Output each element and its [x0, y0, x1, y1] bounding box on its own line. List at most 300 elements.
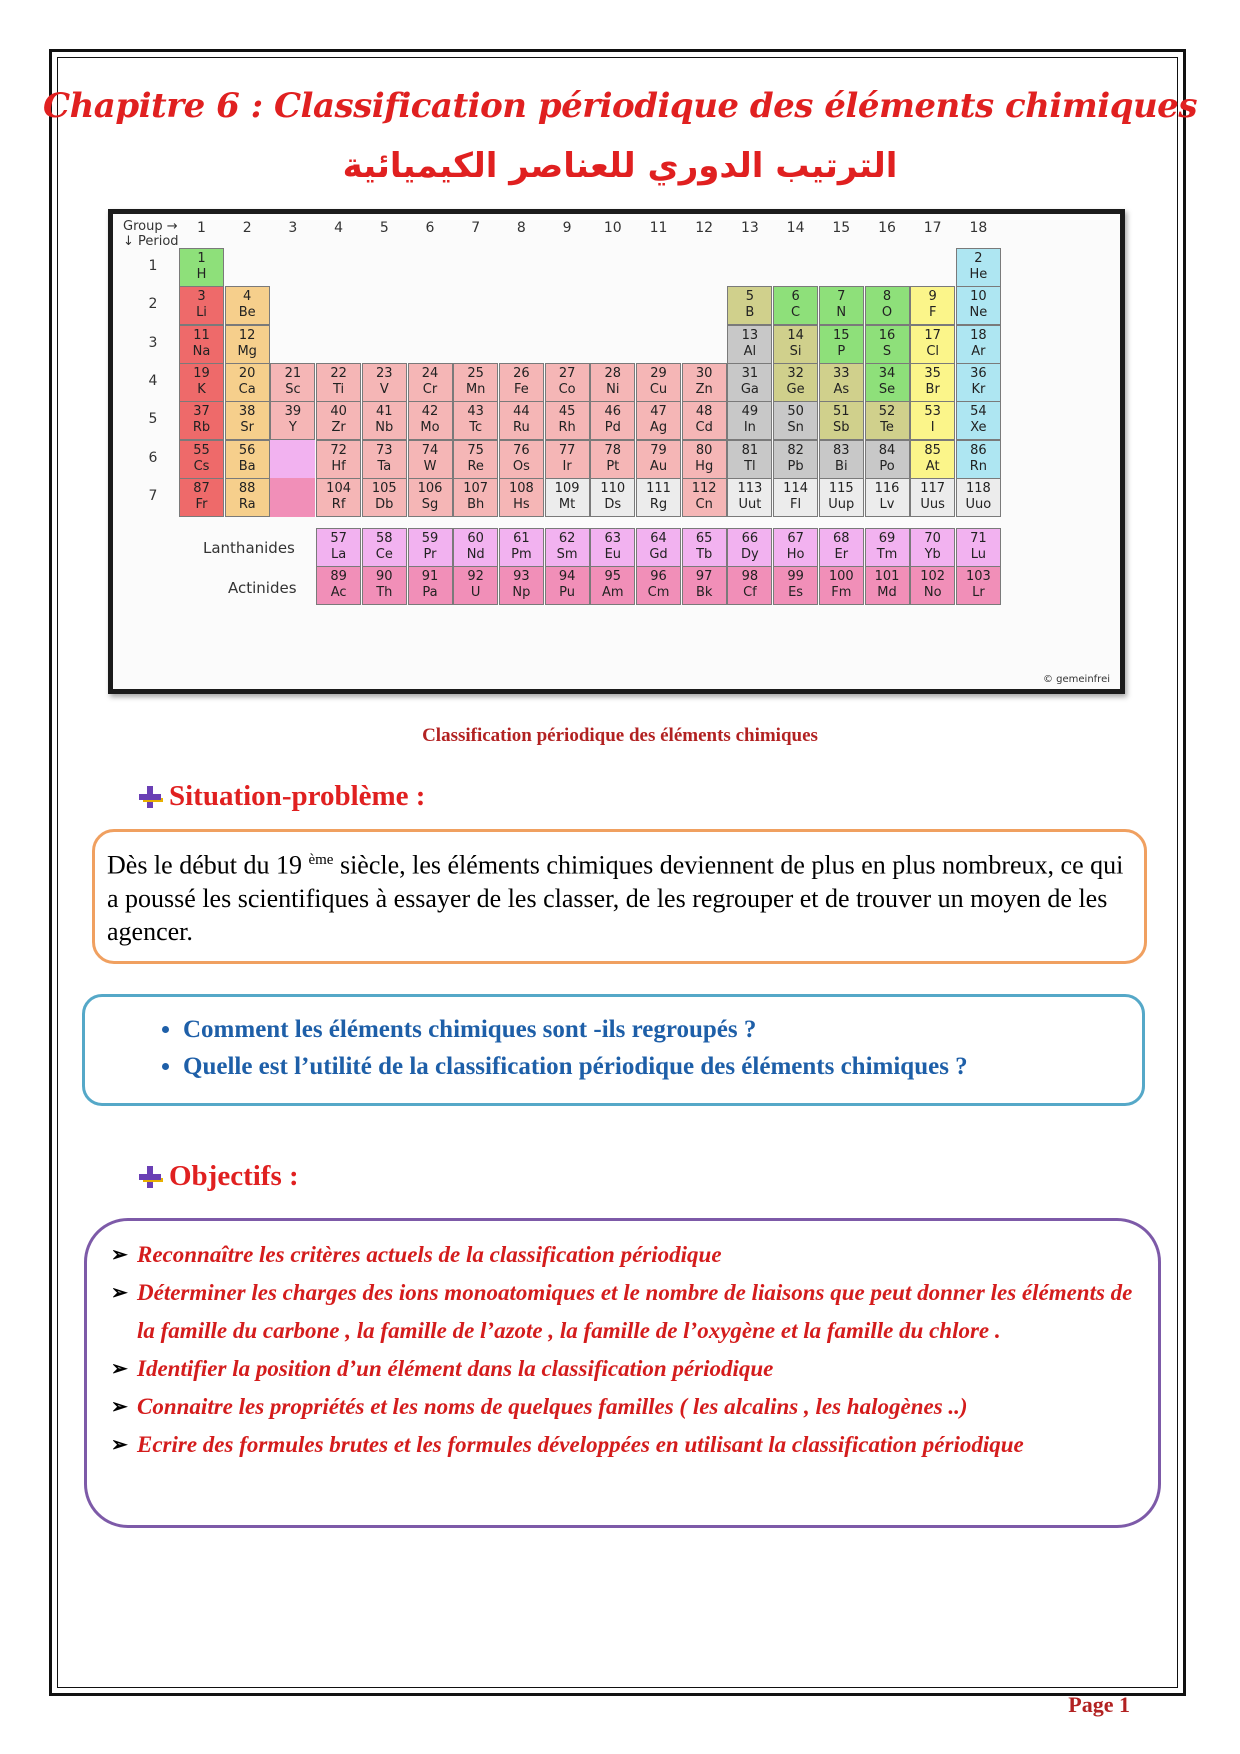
atomic-number: 63 — [604, 531, 622, 546]
atomic-number: 56 — [238, 442, 256, 458]
element-cell — [270, 478, 315, 517]
element-cell — [179, 401, 224, 440]
group-number: 1 — [197, 220, 206, 236]
element-symbol: Cl — [926, 343, 940, 359]
element-symbol: Np — [512, 585, 531, 600]
element-cell — [179, 325, 224, 364]
atomic-number: 47 — [650, 404, 667, 420]
atomic-number: 106 — [417, 480, 443, 496]
element-cell — [682, 440, 727, 479]
element-symbol: He — [969, 267, 988, 282]
arrow-bullet-icon: ➢ — [111, 1434, 128, 1456]
element-symbol: Eu — [604, 547, 622, 562]
element-symbol: Hf — [331, 458, 346, 474]
element-symbol: Sn — [787, 420, 804, 436]
element-symbol: Hg — [695, 458, 714, 474]
element-cell — [865, 566, 910, 605]
element-cell — [773, 478, 818, 517]
element-symbol: Uup — [828, 496, 855, 512]
element-cell — [636, 566, 681, 605]
element-symbol: In — [743, 420, 756, 436]
atomic-number: 77 — [558, 442, 576, 458]
element-cell — [179, 363, 224, 402]
element-symbol: U — [470, 585, 481, 600]
element-cell — [956, 440, 1001, 479]
element-symbol: K — [197, 381, 206, 397]
element-cell — [499, 566, 544, 605]
element-symbol: Pa — [422, 585, 438, 600]
element-symbol: Er — [834, 547, 849, 562]
element-cell — [727, 566, 772, 605]
element-symbol: Cf — [743, 585, 757, 600]
atomic-number: 94 — [558, 569, 576, 584]
group-number: 10 — [603, 220, 622, 236]
plus-bullet-icon — [139, 786, 161, 808]
atomic-number: 96 — [650, 569, 667, 584]
atomic-number: 68 — [833, 531, 850, 546]
element-symbol: Rh — [558, 420, 576, 436]
period-number: 6 — [148, 449, 158, 466]
atomic-number: 42 — [421, 404, 439, 420]
questions-box — [82, 994, 1145, 1106]
element-cell — [682, 528, 727, 567]
period-number: 5 — [148, 411, 158, 428]
atomic-number: 16 — [878, 327, 896, 343]
element-cell — [956, 566, 1001, 605]
element-symbol: Lu — [970, 547, 987, 562]
element-cell — [545, 528, 590, 567]
element-symbol: Cs — [193, 458, 210, 474]
element-symbol: As — [833, 381, 850, 397]
element-cell — [727, 478, 772, 517]
element-symbol: Tm — [876, 547, 898, 562]
element-cell — [499, 440, 544, 479]
atomic-number: 60 — [467, 531, 484, 546]
atomic-number: 48 — [695, 404, 713, 420]
element-cell — [636, 528, 681, 567]
element-symbol: Ne — [969, 305, 988, 321]
element-cell — [408, 566, 453, 605]
element-symbol: Ca — [238, 381, 256, 397]
element-cell — [453, 528, 498, 567]
atomic-number: 29 — [650, 365, 667, 381]
element-symbol: Xe — [970, 420, 987, 436]
atomic-number: 118 — [965, 480, 991, 496]
atomic-number: 87 — [193, 480, 210, 496]
element-cell — [956, 478, 1001, 517]
element-cell — [865, 325, 910, 364]
element-symbol: Hs — [513, 496, 530, 512]
element-symbol: Ra — [238, 496, 256, 512]
atomic-number: 30 — [695, 365, 713, 381]
figure-caption: Classification périodique des éléments chimiques — [422, 725, 818, 746]
element-symbol: Bh — [467, 496, 485, 512]
element-cell — [499, 478, 544, 517]
group-number: 11 — [649, 220, 668, 236]
objective-item — [107, 1274, 1137, 1350]
atomic-number: 93 — [513, 569, 530, 584]
element-symbol: I — [930, 420, 935, 436]
element-cell — [362, 440, 407, 479]
element-symbol: Rg — [649, 496, 668, 512]
element-cell — [865, 286, 910, 325]
arrow-bullet-icon: ➢ — [111, 1282, 128, 1304]
element-symbol: Re — [467, 458, 484, 474]
atomic-number: 50 — [787, 404, 804, 420]
atomic-number: 103 — [965, 569, 991, 584]
element-cell — [179, 478, 224, 517]
atomic-number: 59 — [421, 531, 439, 546]
element-symbol: Es — [788, 585, 804, 600]
element-cell — [910, 440, 955, 479]
element-symbol: Ac — [330, 585, 347, 600]
element-cell — [362, 363, 407, 402]
element-cell — [910, 325, 955, 364]
element-cell — [362, 478, 407, 517]
situation-heading-text: Situation-problème : — [169, 780, 426, 812]
atomic-number: 84 — [878, 442, 896, 458]
element-cell — [773, 440, 818, 479]
element-cell — [819, 566, 864, 605]
atomic-number: 67 — [787, 531, 804, 546]
element-symbol: Cn — [695, 496, 713, 512]
atomic-number: 53 — [924, 404, 941, 420]
atomic-number: 39 — [284, 404, 302, 420]
element-cell — [910, 478, 955, 517]
element-symbol: Li — [196, 305, 207, 321]
element-symbol: Al — [743, 343, 757, 359]
group-number: 2 — [242, 220, 252, 236]
element-symbol: Uut — [738, 496, 762, 512]
element-cell — [773, 401, 818, 440]
group-number: 3 — [288, 220, 298, 236]
lanthanides-label: Lanthanides — [203, 539, 295, 557]
element-symbol: Zr — [331, 420, 346, 436]
group-number: 4 — [334, 220, 344, 236]
element-cell — [545, 363, 590, 402]
element-symbol: La — [330, 547, 347, 562]
atomic-number: 116 — [874, 480, 900, 496]
objective-text: Déterminer les charges des ions monoatomiques et le nombre de liaisons que peut donner les éléments de la famille du carbone , la famille de l’azote , la famille de l’oxygène et la famille du chlore . — [137, 1280, 1133, 1343]
atomic-number: 41 — [376, 404, 393, 420]
element-cell — [773, 363, 818, 402]
atomic-number: 115 — [828, 480, 854, 496]
atomic-number: 31 — [741, 365, 759, 381]
atomic-number: 45 — [558, 404, 576, 420]
element-cell — [682, 478, 727, 517]
question-item: • Comment les éléments chimiques sont -ils regroupés ? — [183, 1011, 1142, 1048]
element-symbol: F — [928, 305, 937, 321]
atomic-number: 38 — [238, 404, 256, 420]
group-number: 8 — [516, 220, 526, 236]
group-number: 6 — [425, 220, 435, 236]
element-cell — [727, 286, 772, 325]
question-item: • Quelle est l’utilité de la classification périodique des éléments chimiques ? — [183, 1048, 1142, 1085]
element-symbol: Ni — [606, 381, 620, 397]
period-number: 4 — [148, 372, 158, 389]
atomic-number: 114 — [783, 480, 808, 496]
atomic-number: 65 — [695, 531, 713, 546]
atomic-number: 101 — [874, 569, 900, 584]
atomic-number: 107 — [463, 480, 489, 496]
atomic-number: 5 — [745, 289, 755, 305]
element-symbol: Ge — [786, 381, 805, 397]
element-symbol: Pu — [559, 585, 576, 600]
atomic-number: 91 — [421, 569, 439, 584]
atomic-number: 58 — [376, 531, 393, 546]
element-cell — [316, 478, 361, 517]
element-cell — [819, 440, 864, 479]
element-cell — [270, 440, 315, 479]
element-cell — [956, 401, 1001, 440]
element-symbol: Sb — [833, 420, 850, 436]
atomic-number: 102 — [920, 569, 946, 584]
objective-text: Reconnaître les critères actuels de la classification périodique — [137, 1242, 722, 1267]
atomic-number: 90 — [376, 569, 393, 584]
element-symbol: No — [923, 585, 942, 600]
element-symbol: Nd — [466, 547, 485, 562]
atomic-number: 14 — [787, 327, 804, 343]
element-cell — [408, 401, 453, 440]
element-symbol: Co — [558, 381, 576, 397]
element-symbol: Mg — [237, 343, 257, 359]
element-cell — [956, 248, 1001, 287]
element-symbol: Br — [925, 381, 940, 397]
objective-item — [107, 1350, 1137, 1388]
element-cell — [225, 286, 270, 325]
element-cell — [590, 401, 635, 440]
element-cell — [545, 566, 590, 605]
element-symbol: Ce — [375, 547, 393, 562]
element-symbol: Cm — [647, 585, 670, 600]
element-symbol: Nb — [375, 420, 394, 436]
atomic-number: 23 — [376, 365, 393, 381]
objective-text: Connaitre les propriétés et les noms de quelques familles ( les alcalins , les halogènes ..) — [137, 1394, 968, 1419]
element-cell — [179, 440, 224, 479]
atomic-number: 108 — [508, 480, 534, 496]
element-symbol: O — [881, 305, 893, 321]
element-cell — [408, 478, 453, 517]
superscript-eme: ème — [308, 852, 334, 868]
atomic-number: 40 — [330, 404, 347, 420]
element-symbol: Sg — [421, 496, 439, 512]
element-symbol: W — [423, 458, 437, 474]
element-cell — [819, 363, 864, 402]
element-cell — [819, 478, 864, 517]
atomic-number: 100 — [828, 569, 854, 584]
atomic-number: 83 — [833, 442, 850, 458]
element-symbol: Ta — [377, 458, 392, 474]
element-cell — [499, 401, 544, 440]
element-cell — [225, 401, 270, 440]
objectifs-heading — [139, 1160, 299, 1193]
element-cell — [773, 286, 818, 325]
objective-item — [107, 1388, 1137, 1426]
element-symbol: Rf — [331, 496, 346, 512]
element-cell — [362, 566, 407, 605]
element-symbol: Mn — [465, 381, 486, 397]
element-cell — [910, 566, 955, 605]
atomic-number: 36 — [970, 365, 987, 381]
element-symbol: Md — [877, 585, 897, 600]
atomic-number: 88 — [238, 480, 256, 496]
atomic-number: 3 — [197, 289, 206, 305]
atomic-number: 110 — [600, 480, 626, 496]
atomic-number: 12 — [238, 327, 256, 343]
atomic-number: 54 — [970, 404, 987, 420]
element-cell — [727, 440, 772, 479]
atomic-number: 43 — [467, 404, 484, 420]
situation-heading — [139, 780, 425, 813]
atomic-number: 98 — [741, 569, 759, 584]
atomic-number: 57 — [330, 531, 347, 546]
atomic-number: 22 — [330, 365, 347, 381]
element-cell — [865, 401, 910, 440]
atomic-number: 61 — [513, 531, 530, 546]
atomic-number: 4 — [243, 289, 252, 305]
atomic-number: 85 — [924, 442, 941, 458]
atomic-number: 79 — [650, 442, 667, 458]
element-symbol: Yb — [924, 547, 941, 562]
group-number: 18 — [969, 220, 988, 236]
element-cell — [773, 528, 818, 567]
element-cell — [225, 325, 270, 364]
element-cell — [590, 478, 635, 517]
atomic-number: 89 — [330, 569, 347, 584]
atomic-number: 86 — [970, 442, 987, 458]
element-cell — [590, 528, 635, 567]
element-symbol: Uus — [920, 496, 945, 512]
element-cell — [773, 566, 818, 605]
element-symbol: H — [196, 267, 207, 282]
element-cell — [408, 363, 453, 402]
element-symbol: Gd — [649, 547, 668, 562]
element-symbol: Th — [376, 585, 393, 600]
element-symbol: Fl — [790, 496, 802, 512]
element-cell — [316, 401, 361, 440]
element-cell — [408, 528, 453, 567]
atomic-number: 44 — [513, 404, 530, 420]
chapter-title-arabic: الترتيب الدوري للعناصر الكيميائية — [342, 146, 898, 186]
element-symbol: Lv — [879, 496, 895, 512]
element-symbol: B — [745, 305, 755, 321]
objective-item — [107, 1236, 1137, 1274]
group-axis-label: Group → — [123, 219, 178, 234]
element-cell — [636, 363, 681, 402]
atomic-number: 76 — [513, 442, 530, 458]
element-symbol: Y — [288, 420, 297, 436]
element-symbol: Se — [878, 381, 896, 397]
group-number: 9 — [562, 220, 572, 236]
atomic-number: 109 — [554, 480, 580, 496]
atomic-number: 20 — [238, 365, 256, 381]
element-cell — [362, 528, 407, 567]
period-number: 3 — [148, 334, 158, 351]
element-cell — [453, 401, 498, 440]
element-cell — [453, 363, 498, 402]
objectifs-box — [84, 1218, 1161, 1528]
element-cell — [545, 401, 590, 440]
element-symbol: At — [925, 458, 940, 474]
atomic-number: 78 — [604, 442, 622, 458]
element-cell — [225, 478, 270, 517]
element-symbol: Au — [649, 458, 668, 474]
atomic-number: 17 — [924, 327, 941, 343]
objective-text: Identifier la position d’un élément dans la classification périodique — [137, 1356, 774, 1381]
element-cell — [453, 478, 498, 517]
element-symbol: Tc — [469, 420, 483, 436]
atomic-number: 112 — [691, 480, 717, 496]
element-symbol: Dy — [741, 547, 759, 562]
atomic-number: 55 — [193, 442, 210, 458]
atomic-number: 49 — [741, 404, 759, 420]
element-cell — [956, 286, 1001, 325]
element-cell — [590, 440, 635, 479]
element-symbol: Te — [880, 420, 894, 436]
atomic-number: 73 — [376, 442, 393, 458]
element-symbol: Ds — [604, 496, 622, 512]
element-cell — [499, 363, 544, 402]
group-number: 16 — [878, 220, 896, 236]
element-cell — [636, 401, 681, 440]
element-symbol: Tb — [696, 547, 713, 562]
group-number: 12 — [695, 220, 714, 236]
element-cell — [179, 248, 224, 287]
element-symbol: C — [791, 305, 801, 321]
element-cell — [316, 363, 361, 402]
atomic-number: 27 — [558, 365, 576, 381]
element-cell — [910, 363, 955, 402]
element-cell — [865, 363, 910, 402]
element-cell — [956, 325, 1001, 364]
element-symbol: Pt — [606, 458, 620, 474]
actinides-label: Actinides — [228, 579, 297, 597]
element-cell — [316, 566, 361, 605]
atomic-number: 33 — [833, 365, 850, 381]
element-symbol: Db — [375, 496, 394, 512]
element-symbol: Pb — [787, 458, 804, 474]
arrow-bullet-icon: ➢ — [111, 1358, 128, 1380]
atomic-number: 75 — [467, 442, 484, 458]
atomic-number: 74 — [421, 442, 439, 458]
element-symbol: Fe — [514, 381, 529, 397]
situation-text-part2: siècle, les éléments chimiques deviennent de plus en plus nombreux, ce qui a poussé les scientifiques à essayer de les classer, de les regrouper et de trouver un moyen de les agencer. — [107, 850, 1124, 946]
objectifs-heading-text: Objectifs : — [169, 1160, 299, 1192]
element-symbol: Ir — [562, 458, 572, 474]
image-credit: © gemeinfrei — [1042, 674, 1110, 685]
element-cell — [453, 566, 498, 605]
element-cell — [727, 528, 772, 567]
element-cell — [819, 286, 864, 325]
element-symbol: Ag — [649, 420, 668, 436]
arrow-bullet-icon: ➢ — [111, 1396, 128, 1418]
element-cell — [270, 363, 315, 402]
atomic-number: 64 — [650, 531, 667, 546]
periodic-table-figure — [108, 209, 1125, 694]
element-symbol: Fm — [831, 585, 852, 600]
element-cell — [865, 528, 910, 567]
atomic-number: 34 — [878, 365, 896, 381]
element-cell — [408, 440, 453, 479]
element-symbol: Pd — [604, 420, 621, 436]
element-cell — [270, 401, 315, 440]
element-symbol: P — [837, 343, 846, 359]
element-symbol: Ba — [238, 458, 256, 474]
element-cell — [910, 286, 955, 325]
element-symbol: Cd — [695, 420, 713, 436]
atomic-number: 51 — [833, 404, 850, 420]
group-number: 7 — [471, 220, 481, 236]
